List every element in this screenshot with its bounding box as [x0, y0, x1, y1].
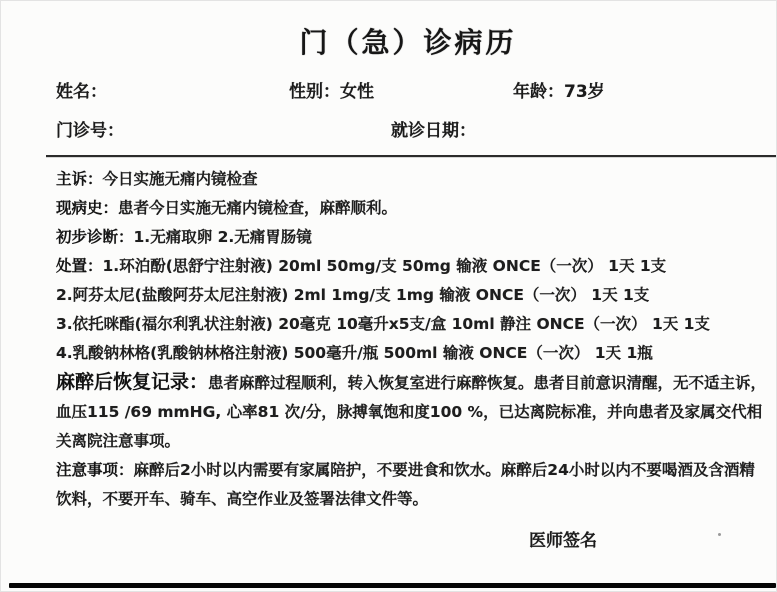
section-precautions: [56, 456, 768, 514]
precautions-text: 麻醉后2小时以内需要有家属陪护，不要进食和饮水。麻醉后24小时以内不要喝酒及含酒精饮料，不要开车、骑车、高空作业及签署法律文件等。: [56, 461, 755, 508]
field-age: [513, 77, 605, 102]
precautions-label: 注意事项：: [56, 461, 134, 479]
recovery-record-label: 麻醉后恢复记录：: [56, 371, 209, 393]
disposition-line-3: [56, 310, 760, 339]
gender-value: 女性: [340, 82, 374, 102]
field-visit-date: [391, 116, 476, 141]
section-present-illness: [56, 194, 760, 223]
chief-complaint-text: 今日实施无痛内镜检查: [102, 170, 258, 188]
preliminary-diagnosis-label: 初步诊断：: [56, 228, 134, 246]
preliminary-diagnosis-text: 1.无痛取卵 2.无痛胃肠镜: [133, 228, 312, 246]
header-row-2: [56, 116, 760, 141]
field-gender: [289, 77, 513, 102]
disposition-item: 2.阿芬太尼(盐酸阿芬太尼注射液) 2ml 1mg/支 1mg 输液 ONCE（一次） 1天 1支: [56, 286, 650, 304]
name-label: 姓名：: [56, 82, 107, 102]
bottom-scan-edge: [9, 583, 776, 588]
header-divider: [46, 155, 776, 157]
disposition-label: 处置：: [56, 257, 103, 275]
disposition-item: 3.依托咪酯(福尔利乳状注射液) 20毫克 10毫升x5支/盒 10ml 静注 ONCE（一次） 1天 1支: [56, 315, 710, 333]
section-chief-complaint: [56, 165, 760, 194]
field-name: [56, 77, 289, 102]
physician-signature-label: 医师签名: [529, 531, 597, 551]
header-row-1: [56, 77, 760, 102]
visit-date-label: 就诊日期：: [391, 121, 476, 141]
document-content: [1, 1, 776, 551]
present-illness-text: 患者今日实施无痛内镜检查，麻醉顺利。: [118, 199, 398, 217]
age-label: 年龄：: [513, 82, 564, 102]
disposition-line-4: [56, 339, 760, 368]
gender-label: 性别：: [289, 82, 340, 102]
section-recovery-record: [56, 368, 768, 456]
page-title: 门（急）诊病历: [299, 26, 517, 59]
recovery-record-text: 患者麻醉过程顺利，转入恢复室进行麻醉恢复。患者目前意识清醒，无不适主诉，血压115 /69 mmHG, 心率81 次/分，脉搏氧饱和度100 %，已达离院标准，并向患者及家属交代相关离院注意事项。: [56, 374, 767, 450]
disposition-item: 4.乳酸钠林格(乳酸钠林格注射液) 500毫升/瓶 500ml 输液 ONCE（一次） 1天 1瓶: [56, 344, 653, 362]
section-preliminary-diagnosis: [56, 223, 760, 252]
chief-complaint-label: 主诉：: [56, 170, 103, 188]
disposition-item: 1.环泊酚(思舒宁注射液) 20ml 50mg/支 50mg 输液 ONCE（一次） 1天 1支: [102, 257, 667, 275]
disposition-line-2: [56, 281, 760, 310]
scan-artifact: [718, 533, 721, 536]
age-value: 73岁: [564, 82, 605, 102]
field-clinic-no: [56, 116, 391, 141]
clinic-no-label: 门诊号：: [56, 121, 124, 141]
disposition-line-1: [56, 252, 760, 281]
present-illness-label: 现病史：: [56, 199, 119, 217]
